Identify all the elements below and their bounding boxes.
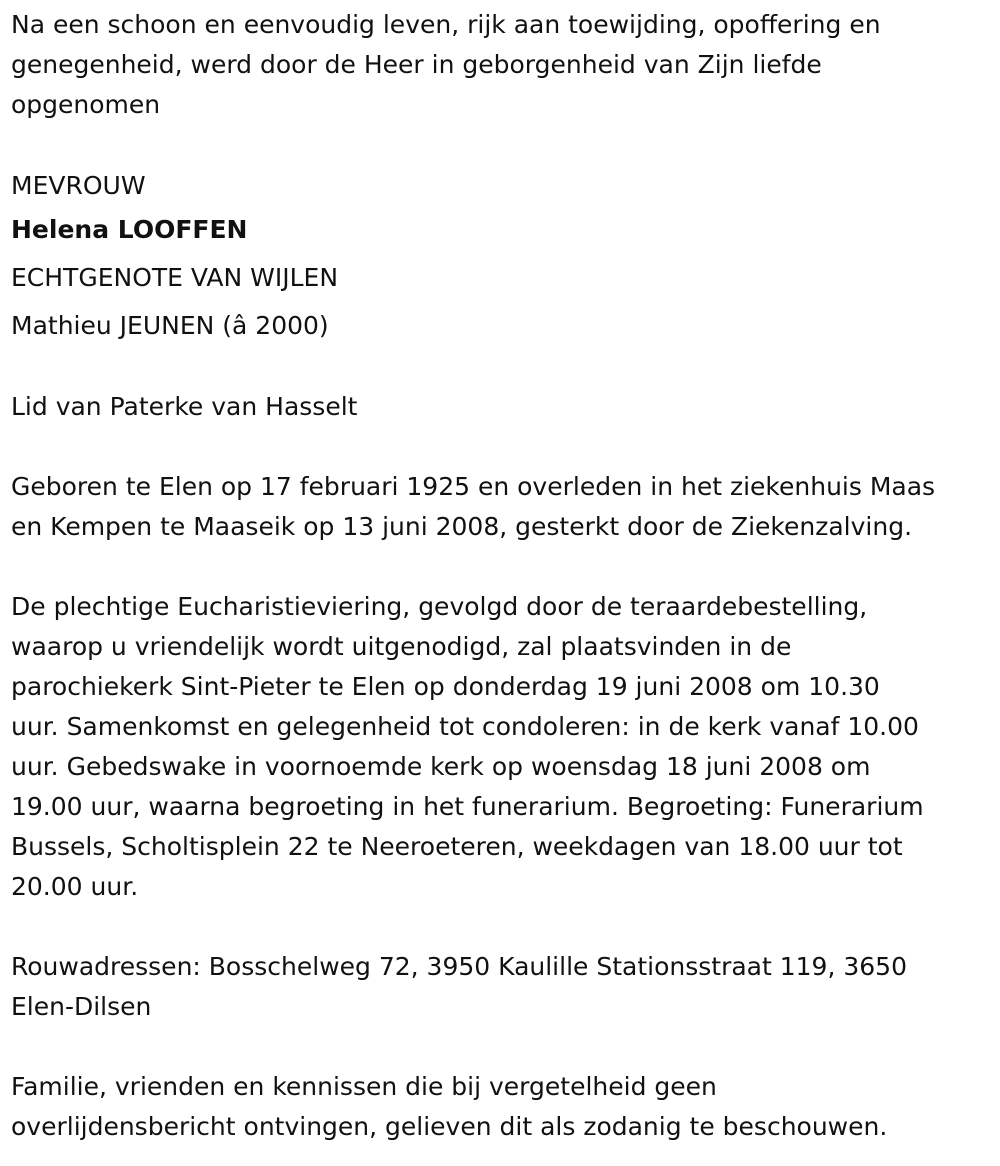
membership-line: Lid van Paterke van Hasselt: [11, 392, 358, 421]
deceased-block: [11, 166, 996, 350]
ceremony-paragraph: De plechtige Eucharistieviering, gevolgd door de teraardebestelling, waarop u vriendelijk wordt uitgenodigd, zal plaatsvinden in de parochiekerk Sint-Pieter te Elen op donderdag 19 juni 2008 om 10.30 uur. Samenkomst en gelegenheid tot condoleren: in de kerk vanaf 10.00 uur. Gebedswake in voornoemde kerk op woensdag 18 juni 2008 om 19.00 uur, waarna begroeting in het funerarium. Begroeting: Funerarium Bussels, Scholtisplein 22 te Neeroeteren, weekdagen van 18.00 uur tot 20.00 uur.: [11, 592, 924, 901]
spouse-name: Mathieu JEUNEN (â 2000): [11, 311, 329, 340]
spacer: [11, 125, 996, 165]
birth-death-paragraph: Geboren te Elen op 17 februari 1925 en overleden in het ziekenhuis Maas en Kempen te Maaseik op 13 juni 2008, gesterkt door de Ziekenzalving.: [11, 472, 936, 541]
intro-paragraph: Na een schoon en eenvoudig leven, rijk aan toewijding, opoffering en genegenheid, werd door de Heer in geborgenheid van Zijn liefde opgenomen: [11, 10, 881, 119]
title-label: MEVROUW: [11, 171, 146, 200]
spacer: [11, 350, 996, 387]
obituary-text: [11, 5, 996, 1147]
spacer: [11, 427, 996, 467]
spouse-label: ECHTGENOTE VAN WIJLEN: [11, 263, 339, 292]
addresses-paragraph: Rouwadressen: Bosschelweg 72, 3950 Kaulille Stationsstraat 119, 3650 Elen-Dilsen: [11, 952, 907, 1021]
spacer: [11, 907, 996, 947]
spacer: [11, 1027, 996, 1067]
spacer: [11, 547, 996, 587]
closing-paragraph: Familie, vrienden en kennissen die bij vergetelheid geen overlijdensbericht ontvingen, gelieven dit als zodanig te beschouwen.: [11, 1072, 888, 1141]
deceased-name: Helena LOOFFEN: [11, 215, 248, 244]
